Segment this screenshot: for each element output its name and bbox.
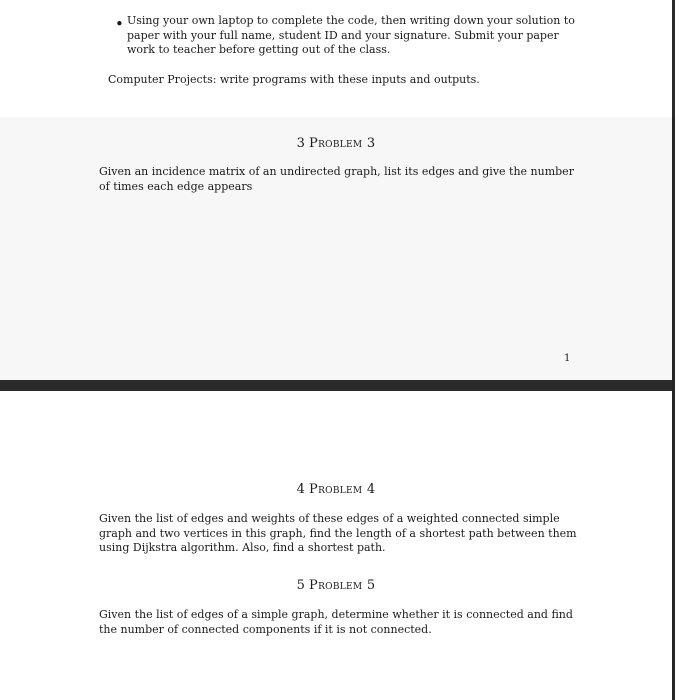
page-middle-section — [0, 117, 672, 380]
projects-intro: Computer Projects: write programs with these inputs and outputs. — [108, 73, 480, 86]
problem-4-number: 4 — [296, 482, 305, 497]
problem-5-heading — [0, 578, 672, 593]
page-edge-line — [672, 0, 675, 117]
problem-4-title: Problem 4 — [309, 482, 376, 497]
problem-3-number: 3 — [296, 136, 305, 151]
problem-4-text: Given the list of edges and weights of these edges of a weighted connected simple graph and two vertices in this graph, find the length of a shortest path between them using Dijkstra algorithm. Also, find a shortest path. — [99, 512, 577, 554]
bullet-icon: • — [115, 15, 124, 33]
problem-5-text: Given the list of edges of a simple graph, determine whether it is connected and find the number of connected components if it is not connected. — [99, 608, 573, 636]
page-edge-line — [672, 117, 675, 700]
page-number: 1 — [564, 353, 571, 364]
problem-3-heading — [0, 136, 672, 151]
page-divider — [0, 380, 672, 391]
problem-4-heading — [0, 482, 672, 497]
page-top-section — [0, 0, 672, 117]
problem-5-title: Problem 5 — [309, 578, 376, 593]
problem-3-text: Given an incidence matrix of an undirected graph, list its edges and give the number of times each edge appears — [99, 165, 574, 193]
problem-3-title: Problem 3 — [309, 136, 376, 151]
submission-instruction: Using your own laptop to complete the code, then writing down your solution to paper with your full name, student ID and your signature. Submit your paper work to teacher before getting out of the class. — [127, 14, 575, 56]
problem-5-number: 5 — [296, 578, 305, 593]
page-bottom-section — [0, 391, 672, 700]
